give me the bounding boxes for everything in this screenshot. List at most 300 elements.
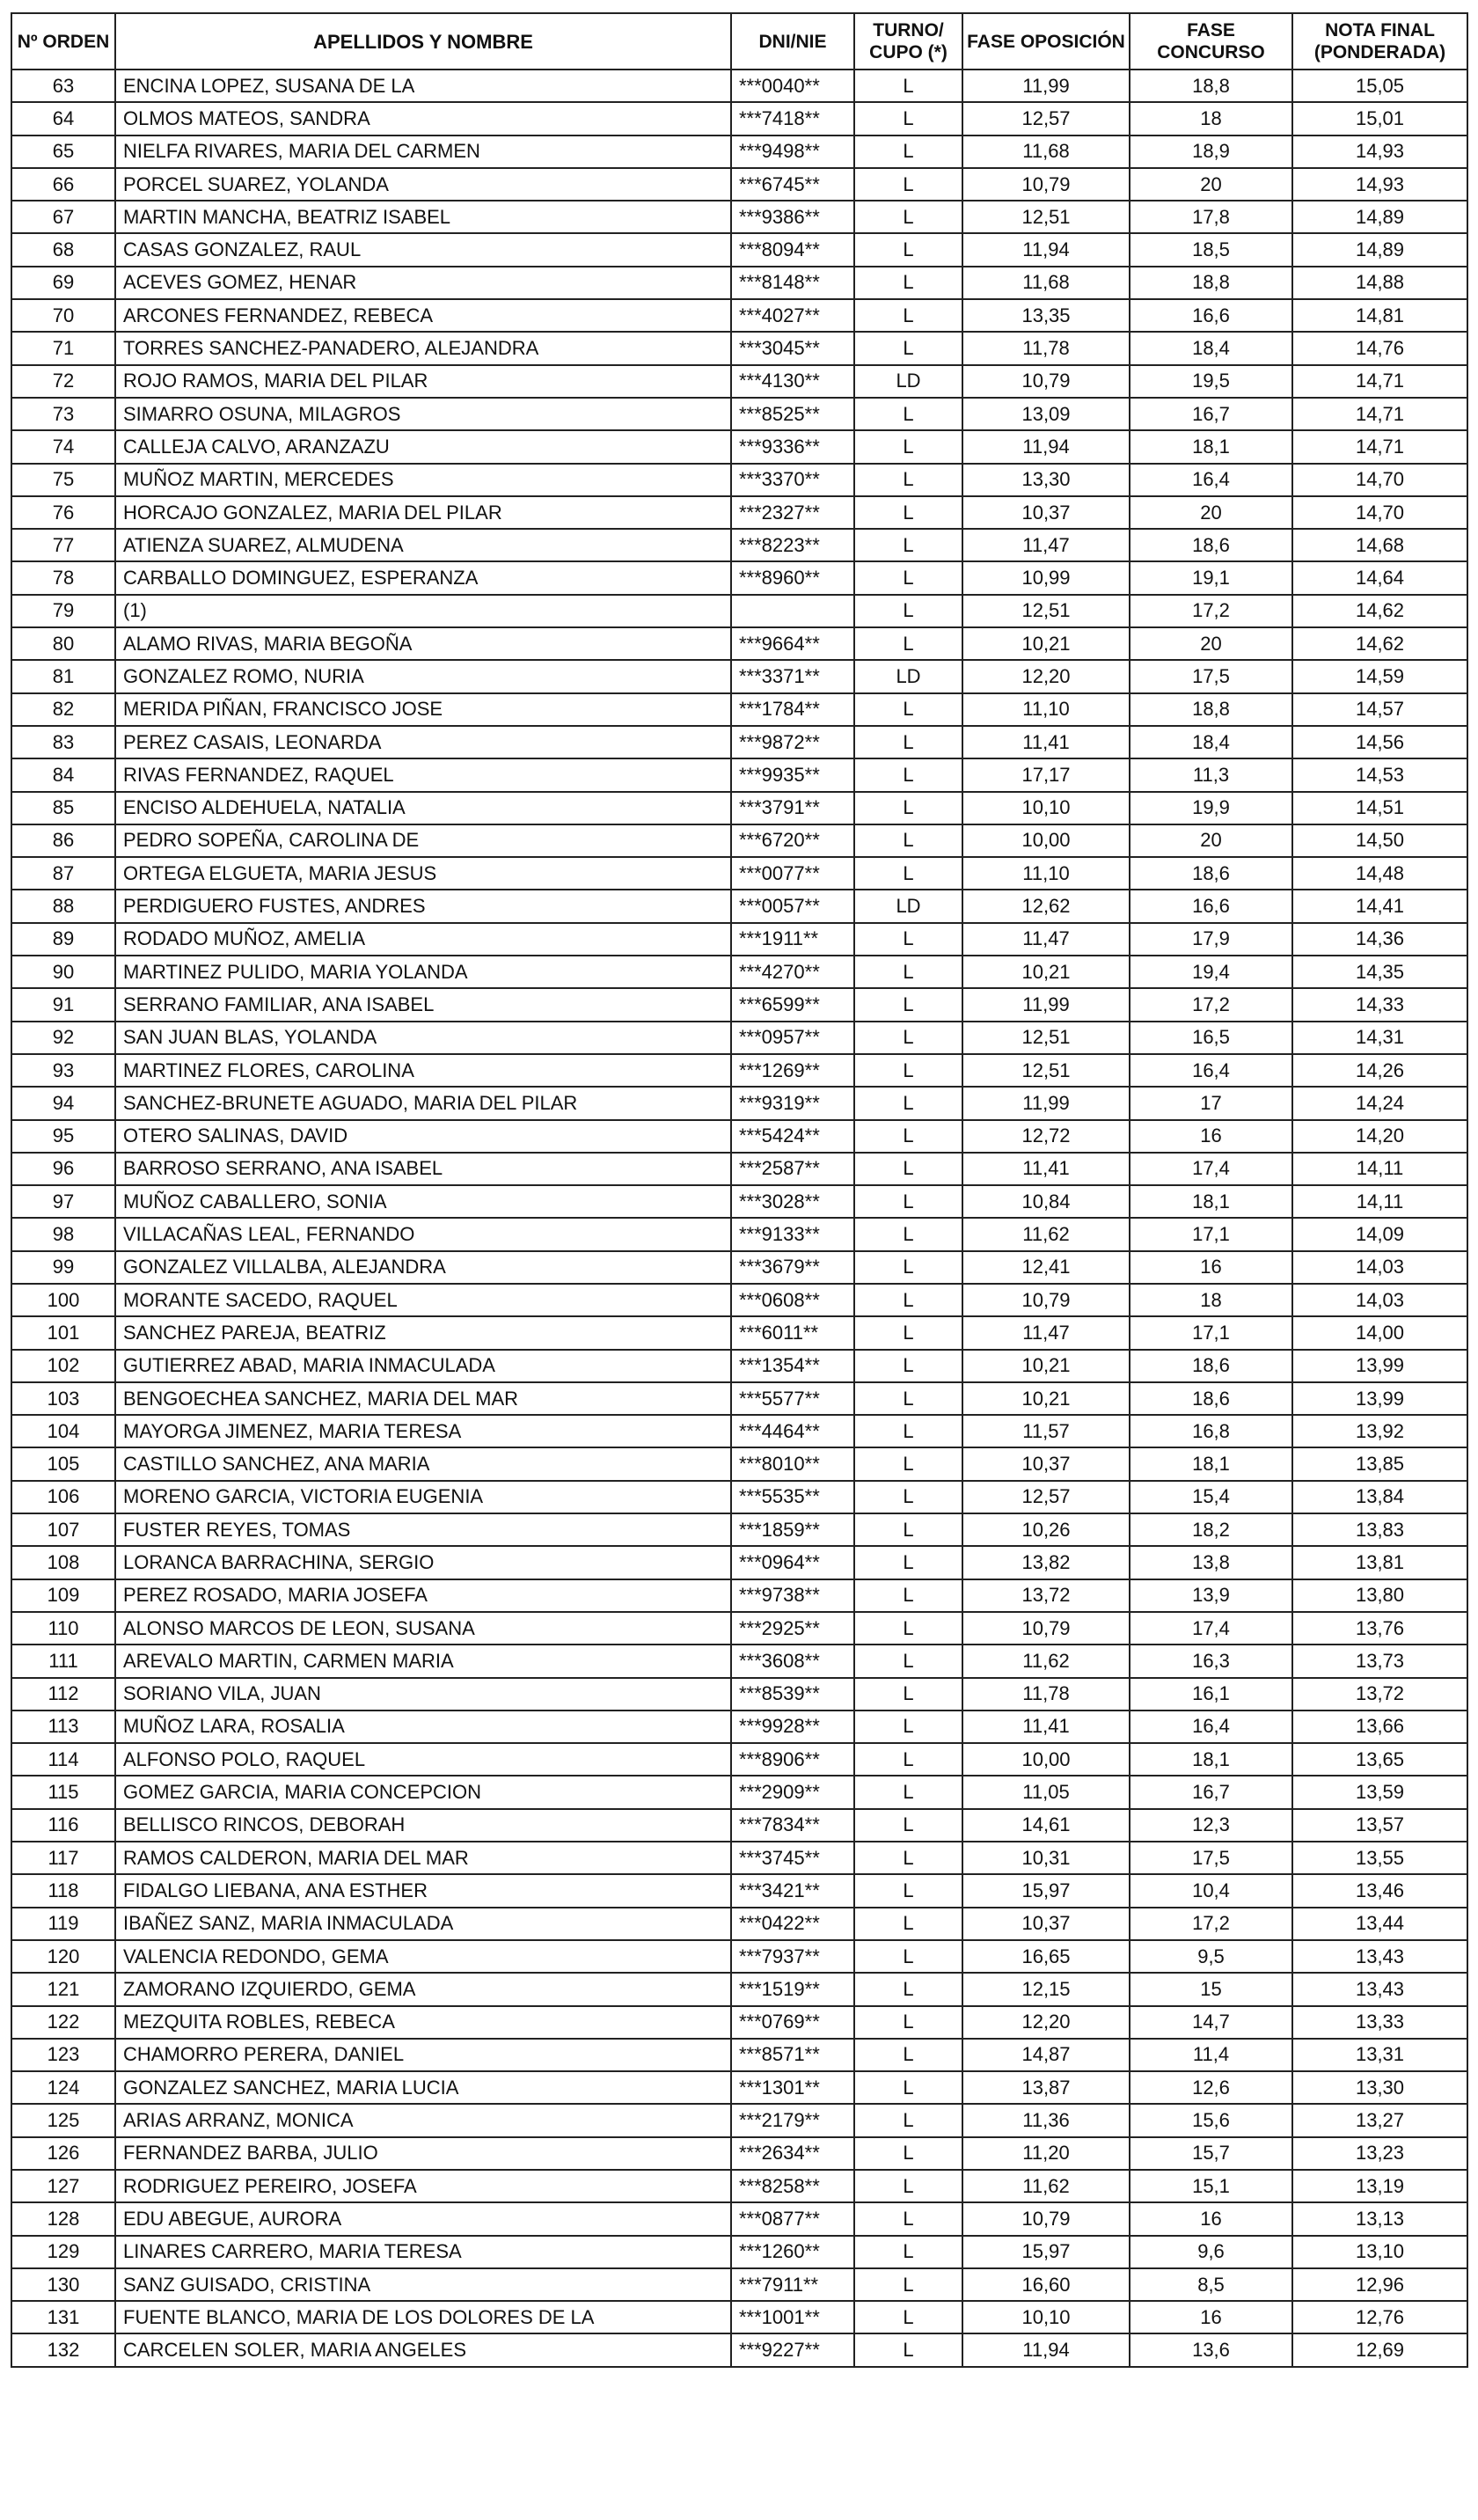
- cell-dni: ***6599**: [731, 988, 854, 1021]
- cell-dni: ***9928**: [731, 1711, 854, 1743]
- cell-dni: ***9872**: [731, 726, 854, 758]
- cell-dni: ***2179**: [731, 2104, 854, 2136]
- cell-oposicion: 11,10: [962, 693, 1130, 726]
- cell-concurso: 11,4: [1130, 2039, 1292, 2071]
- cell-nota: 13,55: [1292, 1842, 1467, 1874]
- cell-turno: L: [854, 923, 962, 956]
- cell-name: ACEVES GOMEZ, HENAR: [115, 267, 731, 299]
- cell-order: 77: [11, 529, 115, 561]
- cell-turno: L: [854, 693, 962, 726]
- cell-order: 117: [11, 1842, 115, 1874]
- cell-dni: ***3028**: [731, 1185, 854, 1218]
- cell-nota: 13,31: [1292, 2039, 1467, 2071]
- cell-turno: L: [854, 1415, 962, 1447]
- cell-name: ORTEGA ELGUETA, MARIA JESUS: [115, 857, 731, 890]
- table-row: [11, 332, 1467, 364]
- cell-concurso: 17,5: [1130, 1842, 1292, 1874]
- table-row: [11, 2268, 1467, 2301]
- cell-name: BARROSO SERRANO, ANA ISABEL: [115, 1153, 731, 1185]
- cell-order: 124: [11, 2071, 115, 2104]
- cell-dni: ***9133**: [731, 1218, 854, 1250]
- cell-turno: L: [854, 726, 962, 758]
- cell-turno: L: [854, 1678, 962, 1711]
- table-row: [11, 136, 1467, 168]
- cell-oposicion: 10,99: [962, 561, 1130, 594]
- table-row: [11, 792, 1467, 824]
- cell-concurso: 18,1: [1130, 1185, 1292, 1218]
- cell-name: RODADO MUÑOZ, AMELIA: [115, 923, 731, 956]
- cell-turno: L: [854, 2137, 962, 2170]
- cell-oposicion: 11,62: [962, 1218, 1130, 1250]
- cell-name: RODRIGUEZ PEREIRO, JOSEFA: [115, 2170, 731, 2202]
- table-row: [11, 1022, 1467, 1054]
- cell-dni: ***7937**: [731, 1940, 854, 1973]
- header-dni: DNI/NIE: [731, 13, 854, 70]
- cell-name: RIVAS FERNANDEZ, RAQUEL: [115, 758, 731, 791]
- cell-concurso: 17: [1130, 1087, 1292, 1119]
- cell-dni: ***6745**: [731, 168, 854, 201]
- cell-turno: L: [854, 824, 962, 857]
- table-row: [11, 1776, 1467, 1808]
- cell-oposicion: 11,68: [962, 267, 1130, 299]
- cell-turno: L: [854, 1447, 962, 1480]
- cell-oposicion: 12,41: [962, 1251, 1130, 1284]
- cell-concurso: 18,8: [1130, 693, 1292, 726]
- cell-turno: L: [854, 2006, 962, 2039]
- cell-nota: 13,85: [1292, 1447, 1467, 1480]
- cell-dni: ***3608**: [731, 1645, 854, 1677]
- cell-order: 106: [11, 1481, 115, 1513]
- cell-turno: L: [854, 1579, 962, 1612]
- cell-dni: ***4464**: [731, 1415, 854, 1447]
- cell-concurso: 17,5: [1130, 660, 1292, 692]
- table-row: [11, 1153, 1467, 1185]
- cell-order: 115: [11, 1776, 115, 1808]
- cell-name: ENCISO ALDEHUELA, NATALIA: [115, 792, 731, 824]
- cell-nota: 14,89: [1292, 201, 1467, 233]
- table-row: [11, 890, 1467, 922]
- cell-dni: ***5424**: [731, 1120, 854, 1153]
- cell-turno: L: [854, 1218, 962, 1250]
- cell-oposicion: 12,51: [962, 1022, 1130, 1054]
- table-row: [11, 561, 1467, 594]
- cell-order: 92: [11, 1022, 115, 1054]
- cell-concurso: 20: [1130, 824, 1292, 857]
- cell-concurso: 19,4: [1130, 956, 1292, 988]
- cell-nota: 14,20: [1292, 1120, 1467, 1153]
- cell-oposicion: 11,41: [962, 726, 1130, 758]
- cell-concurso: 14,7: [1130, 2006, 1292, 2039]
- cell-dni: ***3745**: [731, 1842, 854, 1874]
- cell-turno: L: [854, 398, 962, 430]
- cell-concurso: 18,1: [1130, 430, 1292, 463]
- cell-oposicion: 12,51: [962, 595, 1130, 627]
- cell-name: SIMARRO OSUNA, MILAGROS: [115, 398, 731, 430]
- cell-concurso: 16: [1130, 1120, 1292, 1153]
- cell-dni: ***8539**: [731, 1678, 854, 1711]
- document-page: [11, 12, 1467, 2368]
- cell-name: IBAÑEZ SANZ, MARIA INMACULADA: [115, 1908, 731, 1940]
- cell-name: GONZALEZ ROMO, NURIA: [115, 660, 731, 692]
- cell-dni: ***8010**: [731, 1447, 854, 1480]
- table-row: [11, 1447, 1467, 1480]
- cell-nota: 13,10: [1292, 2236, 1467, 2268]
- cell-dni: ***9227**: [731, 2333, 854, 2366]
- cell-concurso: 12,6: [1130, 2071, 1292, 2104]
- cell-name: CALLEJA CALVO, ARANZAZU: [115, 430, 731, 463]
- cell-name: CASTILLO SANCHEZ, ANA MARIA: [115, 1447, 731, 1480]
- cell-name: FIDALGO LIEBANA, ANA ESTHER: [115, 1874, 731, 1907]
- cell-name: PEDRO SOPEÑA, CAROLINA DE: [115, 824, 731, 857]
- cell-name: TORRES SANCHEZ-PANADERO, ALEJANDRA: [115, 332, 731, 364]
- cell-dni: ***2925**: [731, 1612, 854, 1645]
- cell-oposicion: 10,00: [962, 824, 1130, 857]
- cell-nota: 14,93: [1292, 136, 1467, 168]
- cell-concurso: 18,1: [1130, 1743, 1292, 1776]
- table-row: [11, 496, 1467, 529]
- cell-concurso: 18,4: [1130, 332, 1292, 364]
- cell-dni: ***8223**: [731, 529, 854, 561]
- cell-dni: ***3791**: [731, 792, 854, 824]
- cell-dni: ***1784**: [731, 693, 854, 726]
- cell-order: 93: [11, 1054, 115, 1087]
- cell-dni: ***1301**: [731, 2071, 854, 2104]
- cell-oposicion: 11,78: [962, 332, 1130, 364]
- cell-oposicion: 12,20: [962, 660, 1130, 692]
- cell-concurso: 19,5: [1130, 365, 1292, 398]
- cell-concurso: 19,9: [1130, 792, 1292, 824]
- cell-nota: 13,73: [1292, 1645, 1467, 1677]
- cell-name: MARTIN MANCHA, BEATRIZ ISABEL: [115, 201, 731, 233]
- cell-concurso: 16,7: [1130, 1776, 1292, 1808]
- cell-concurso: 17,1: [1130, 1316, 1292, 1349]
- cell-name: BELLISCO RINCOS, DEBORAH: [115, 1809, 731, 1842]
- cell-turno: L: [854, 1842, 962, 1874]
- table-row: [11, 529, 1467, 561]
- cell-oposicion: 10,21: [962, 627, 1130, 660]
- table-row: [11, 595, 1467, 627]
- cell-turno: L: [854, 1087, 962, 1119]
- cell-oposicion: 10,31: [962, 1842, 1130, 1874]
- cell-order: 131: [11, 2301, 115, 2333]
- cell-order: 71: [11, 332, 115, 364]
- cell-order: 88: [11, 890, 115, 922]
- cell-order: 98: [11, 1218, 115, 1250]
- header-nota: NOTA FINAL (PONDERADA): [1292, 13, 1467, 70]
- table-row: [11, 2104, 1467, 2136]
- cell-nota: 14,35: [1292, 956, 1467, 988]
- cell-dni: ***7418**: [731, 102, 854, 135]
- cell-name: NIELFA RIVARES, MARIA DEL CARMEN: [115, 136, 731, 168]
- cell-dni: ***3421**: [731, 1874, 854, 1907]
- table-row: [11, 1382, 1467, 1415]
- cell-order: 103: [11, 1382, 115, 1415]
- cell-order: 91: [11, 988, 115, 1021]
- cell-oposicion: 11,94: [962, 430, 1130, 463]
- cell-turno: L: [854, 2170, 962, 2202]
- cell-name: FUSTER REYES, TOMAS: [115, 1513, 731, 1546]
- cell-name: VILLACAÑAS LEAL, FERNANDO: [115, 1218, 731, 1250]
- cell-dni: ***9319**: [731, 1087, 854, 1119]
- cell-dni: ***0957**: [731, 1022, 854, 1054]
- cell-order: 96: [11, 1153, 115, 1185]
- cell-order: 129: [11, 2236, 115, 2268]
- cell-order: 113: [11, 1711, 115, 1743]
- cell-order: 119: [11, 1908, 115, 1940]
- cell-order: 70: [11, 299, 115, 332]
- cell-oposicion: 14,61: [962, 1809, 1130, 1842]
- cell-order: 94: [11, 1087, 115, 1119]
- cell-name: SAN JUAN BLAS, YOLANDA: [115, 1022, 731, 1054]
- cell-dni: ***3045**: [731, 332, 854, 364]
- cell-turno: L: [854, 2333, 962, 2366]
- cell-oposicion: 10,10: [962, 2301, 1130, 2333]
- cell-name: MARTINEZ PULIDO, MARIA YOLANDA: [115, 956, 731, 988]
- cell-order: 132: [11, 2333, 115, 2366]
- cell-nota: 13,33: [1292, 2006, 1467, 2039]
- cell-nota: 13,92: [1292, 1415, 1467, 1447]
- table-row: [11, 988, 1467, 1021]
- cell-concurso: 17,8: [1130, 201, 1292, 233]
- cell-nota: 12,96: [1292, 2268, 1467, 2301]
- cell-oposicion: 11,68: [962, 136, 1130, 168]
- cell-oposicion: 11,05: [962, 1776, 1130, 1808]
- cell-oposicion: 10,37: [962, 496, 1130, 529]
- cell-name: SERRANO FAMILIAR, ANA ISABEL: [115, 988, 731, 1021]
- cell-order: 95: [11, 1120, 115, 1153]
- cell-nota: 13,44: [1292, 1908, 1467, 1940]
- cell-oposicion: 11,36: [962, 2104, 1130, 2136]
- cell-oposicion: 10,21: [962, 1350, 1130, 1382]
- cell-name: CARCELEN SOLER, MARIA ANGELES: [115, 2333, 731, 2366]
- cell-order: 65: [11, 136, 115, 168]
- cell-nota: 14,89: [1292, 233, 1467, 266]
- cell-concurso: 16,6: [1130, 890, 1292, 922]
- cell-oposicion: 10,26: [962, 1513, 1130, 1546]
- cell-dni: ***1269**: [731, 1054, 854, 1087]
- cell-dni: ***2634**: [731, 2137, 854, 2170]
- cell-turno: L: [854, 496, 962, 529]
- cell-dni: [731, 595, 854, 627]
- cell-turno: L: [854, 332, 962, 364]
- cell-concurso: 13,6: [1130, 2333, 1292, 2366]
- cell-turno: L: [854, 1153, 962, 1185]
- cell-turno: L: [854, 1874, 962, 1907]
- cell-turno: LD: [854, 365, 962, 398]
- cell-dni: ***9935**: [731, 758, 854, 791]
- cell-oposicion: 12,15: [962, 1973, 1130, 2005]
- cell-nota: 13,81: [1292, 1546, 1467, 1579]
- cell-concurso: 19,1: [1130, 561, 1292, 594]
- cell-order: 73: [11, 398, 115, 430]
- cell-oposicion: 13,09: [962, 398, 1130, 430]
- cell-concurso: 17,1: [1130, 1218, 1292, 1250]
- table-row: [11, 1284, 1467, 1316]
- cell-dni: ***9498**: [731, 136, 854, 168]
- cell-oposicion: 10,79: [962, 1284, 1130, 1316]
- cell-dni: ***3370**: [731, 464, 854, 496]
- cell-dni: ***8148**: [731, 267, 854, 299]
- table-row: [11, 2202, 1467, 2235]
- cell-oposicion: 11,57: [962, 1415, 1130, 1447]
- cell-nota: 13,43: [1292, 1940, 1467, 1973]
- cell-oposicion: 15,97: [962, 2236, 1130, 2268]
- cell-dni: ***0040**: [731, 70, 854, 102]
- cell-dni: ***5535**: [731, 1481, 854, 1513]
- cell-order: 126: [11, 2137, 115, 2170]
- cell-concurso: 16,6: [1130, 299, 1292, 332]
- cell-turno: LD: [854, 660, 962, 692]
- cell-turno: L: [854, 1513, 962, 1546]
- cell-name: OLMOS MATEOS, SANDRA: [115, 102, 731, 135]
- cell-nota: 13,19: [1292, 2170, 1467, 2202]
- cell-concurso: 18,4: [1130, 726, 1292, 758]
- cell-nota: 14,53: [1292, 758, 1467, 791]
- cell-nota: 13,59: [1292, 1776, 1467, 1808]
- cell-oposicion: 10,10: [962, 792, 1130, 824]
- cell-turno: L: [854, 1251, 962, 1284]
- cell-dni: ***6720**: [731, 824, 854, 857]
- cell-name: ARCONES FERNANDEZ, REBECA: [115, 299, 731, 332]
- cell-oposicion: 12,72: [962, 1120, 1130, 1153]
- cell-concurso: 13,8: [1130, 1546, 1292, 1579]
- table-row: [11, 168, 1467, 201]
- table-row: [11, 1218, 1467, 1250]
- cell-oposicion: 17,17: [962, 758, 1130, 791]
- cell-name: MORANTE SACEDO, RAQUEL: [115, 1284, 731, 1316]
- table-row: [11, 1809, 1467, 1842]
- cell-dni: ***1260**: [731, 2236, 854, 2268]
- cell-name: GOMEZ GARCIA, MARIA CONCEPCION: [115, 1776, 731, 1808]
- cell-dni: ***9664**: [731, 627, 854, 660]
- table-row: [11, 1874, 1467, 1907]
- cell-order: 80: [11, 627, 115, 660]
- cell-nota: 15,01: [1292, 102, 1467, 135]
- cell-dni: ***8525**: [731, 398, 854, 430]
- cell-turno: L: [854, 2202, 962, 2235]
- cell-concurso: 17,2: [1130, 988, 1292, 1021]
- cell-oposicion: 13,82: [962, 1546, 1130, 1579]
- cell-turno: L: [854, 1743, 962, 1776]
- table-row: [11, 70, 1467, 102]
- cell-concurso: 11,3: [1130, 758, 1292, 791]
- cell-dni: ***9738**: [731, 1579, 854, 1612]
- cell-order: 78: [11, 561, 115, 594]
- cell-nota: 13,66: [1292, 1711, 1467, 1743]
- cell-oposicion: 10,37: [962, 1908, 1130, 1940]
- cell-concurso: 16,4: [1130, 464, 1292, 496]
- table-body: [11, 70, 1467, 2367]
- cell-dni: ***0057**: [731, 890, 854, 922]
- cell-name: ATIENZA SUAREZ, ALMUDENA: [115, 529, 731, 561]
- cell-concurso: 17,2: [1130, 595, 1292, 627]
- cell-dni: ***4130**: [731, 365, 854, 398]
- cell-oposicion: 11,94: [962, 2333, 1130, 2366]
- table-row: [11, 1908, 1467, 1940]
- table-row: [11, 1481, 1467, 1513]
- cell-turno: L: [854, 299, 962, 332]
- cell-nota: 14,03: [1292, 1284, 1467, 1316]
- cell-nota: 14,64: [1292, 561, 1467, 594]
- cell-name: VALENCIA REDONDO, GEMA: [115, 1940, 731, 1973]
- cell-oposicion: 11,99: [962, 988, 1130, 1021]
- cell-order: 102: [11, 1350, 115, 1382]
- cell-turno: L: [854, 1973, 962, 2005]
- cell-nota: 14,71: [1292, 365, 1467, 398]
- header-concurso: FASE CONCURSO: [1130, 13, 1292, 70]
- table-row: [11, 1842, 1467, 1874]
- cell-order: 63: [11, 70, 115, 102]
- cell-turno: L: [854, 1940, 962, 1973]
- cell-name: AREVALO MARTIN, CARMEN MARIA: [115, 1645, 731, 1677]
- cell-turno: L: [854, 857, 962, 890]
- cell-order: 89: [11, 923, 115, 956]
- cell-nota: 14,31: [1292, 1022, 1467, 1054]
- cell-name: PEREZ CASAIS, LEONARDA: [115, 726, 731, 758]
- cell-turno: L: [854, 1022, 962, 1054]
- cell-dni: ***7834**: [731, 1809, 854, 1842]
- cell-nota: 14,50: [1292, 824, 1467, 857]
- cell-turno: L: [854, 1481, 962, 1513]
- cell-name: GONZALEZ VILLALBA, ALEJANDRA: [115, 1251, 731, 1284]
- cell-turno: L: [854, 2301, 962, 2333]
- cell-order: 101: [11, 1316, 115, 1349]
- cell-name: PORCEL SUAREZ, YOLANDA: [115, 168, 731, 201]
- cell-concurso: 10,4: [1130, 1874, 1292, 1907]
- cell-turno: L: [854, 136, 962, 168]
- cell-oposicion: 13,35: [962, 299, 1130, 332]
- cell-order: 118: [11, 1874, 115, 1907]
- cell-name: SANCHEZ PAREJA, BEATRIZ: [115, 1316, 731, 1349]
- table-row: [11, 267, 1467, 299]
- cell-name: BENGOECHEA SANCHEZ, MARIA DEL MAR: [115, 1382, 731, 1415]
- cell-dni: ***9386**: [731, 201, 854, 233]
- cell-turno: L: [854, 956, 962, 988]
- table-row: [11, 1546, 1467, 1579]
- cell-nota: 14,36: [1292, 923, 1467, 956]
- cell-oposicion: 12,20: [962, 2006, 1130, 2039]
- cell-oposicion: 12,57: [962, 1481, 1130, 1513]
- cell-oposicion: 11,62: [962, 1645, 1130, 1677]
- cell-order: 76: [11, 496, 115, 529]
- cell-name: ROJO RAMOS, MARIA DEL PILAR: [115, 365, 731, 398]
- cell-oposicion: 11,10: [962, 857, 1130, 890]
- header-turno: TURNO/ CUPO (*): [854, 13, 962, 70]
- cell-dni: ***1354**: [731, 1350, 854, 1382]
- cell-concurso: 9,6: [1130, 2236, 1292, 2268]
- cell-name: MUÑOZ CABALLERO, SONIA: [115, 1185, 731, 1218]
- cell-nota: 14,88: [1292, 267, 1467, 299]
- cell-oposicion: 12,51: [962, 201, 1130, 233]
- cell-nota: 14,57: [1292, 693, 1467, 726]
- cell-concurso: 15,6: [1130, 2104, 1292, 2136]
- cell-concurso: 18,6: [1130, 529, 1292, 561]
- cell-oposicion: 10,00: [962, 1743, 1130, 1776]
- cell-dni: ***3679**: [731, 1251, 854, 1284]
- cell-order: 64: [11, 102, 115, 135]
- table-row: [11, 1579, 1467, 1612]
- cell-oposicion: 10,37: [962, 1447, 1130, 1480]
- cell-nota: 13,23: [1292, 2137, 1467, 2170]
- cell-oposicion: 11,99: [962, 70, 1130, 102]
- cell-oposicion: 14,87: [962, 2039, 1130, 2071]
- cell-order: 109: [11, 1579, 115, 1612]
- cell-name: GUTIERREZ ABAD, MARIA INMACULADA: [115, 1350, 731, 1382]
- cell-order: 125: [11, 2104, 115, 2136]
- cell-name: SORIANO VILA, JUAN: [115, 1678, 731, 1711]
- cell-order: 75: [11, 464, 115, 496]
- cell-turno: L: [854, 102, 962, 135]
